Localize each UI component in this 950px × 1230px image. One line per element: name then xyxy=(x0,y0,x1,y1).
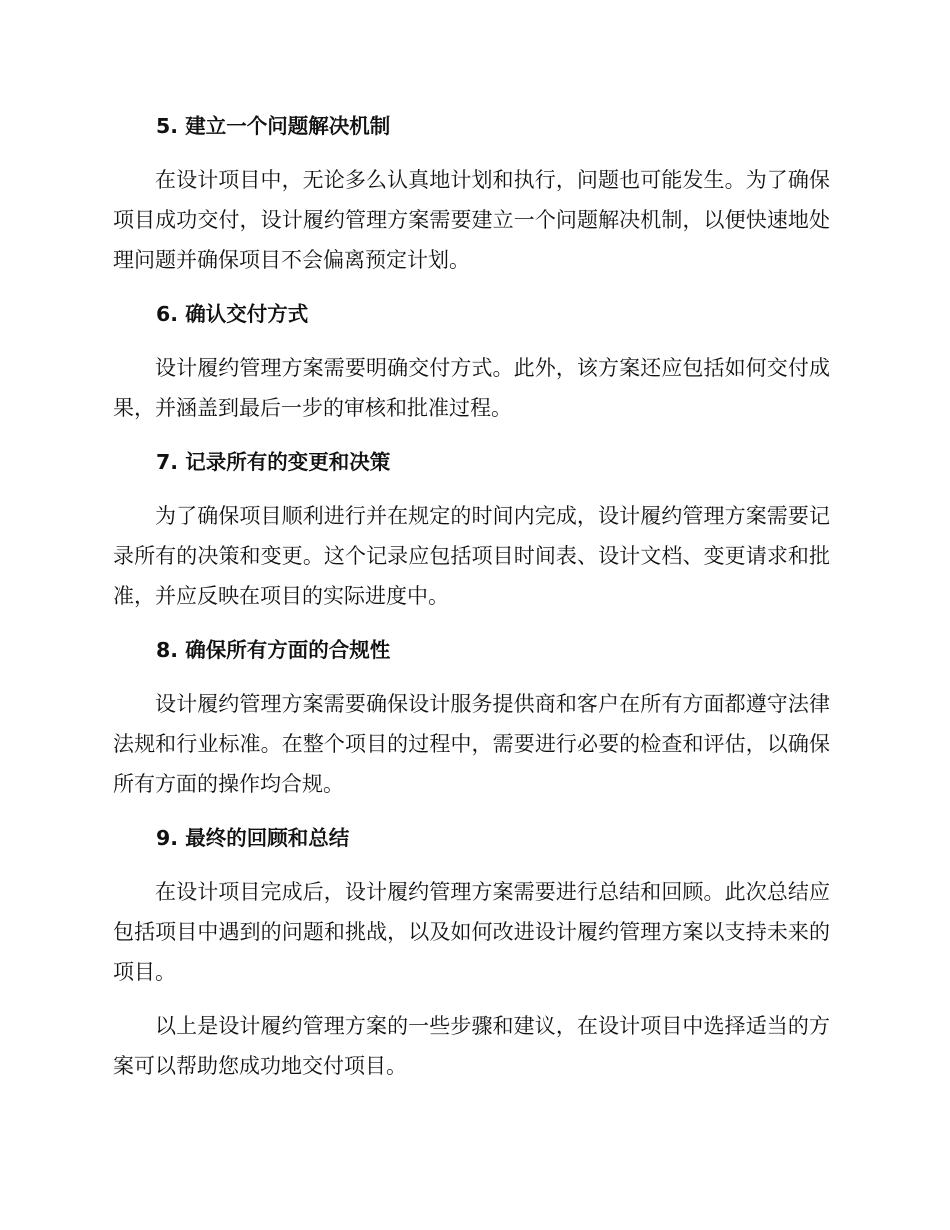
document-body xyxy=(113,106,830,1086)
section-paragraph: 在设计项目中，无论多么认真地计划和执行，问题也可能发生。为了确保项目成功交付，设计履约管理方案需要建立一个问题解决机制，以便快速地处理问题并确保项目不会偏离预定计划。 xyxy=(113,168,830,272)
section-7 xyxy=(113,442,830,616)
section-heading: 6. 确认交付方式 xyxy=(156,302,309,326)
section-heading: 5. 建立一个问题解决机制 xyxy=(156,114,391,138)
section-paragraph: 设计履约管理方案需要明确交付方式。此外，该方案还应包括如何交付成果，并涵盖到最后一步的审核和批准过程。 xyxy=(113,356,830,420)
section-paragraph: 设计履约管理方案需要确保设计服务提供商和客户在所有方面都遵守法律法规和行业标准。在整个项目的过程中，需要进行必要的检查和评估，以确保所有方面的操作均合规。 xyxy=(113,692,830,796)
section-9 xyxy=(113,818,830,992)
section-5 xyxy=(113,106,830,280)
section-heading: 8. 确保所有方面的合规性 xyxy=(156,638,391,662)
section-heading: 7. 记录所有的变更和决策 xyxy=(156,450,391,474)
section-spacer xyxy=(113,428,830,442)
conclusion-paragraph: 以上是设计履约管理方案的一些步骤和建议，在设计项目中选择适当的方案可以帮助您成功地交付项目。 xyxy=(113,1014,830,1078)
section-spacer xyxy=(113,280,830,294)
section-spacer xyxy=(113,804,830,818)
section-paragraph: 在设计项目完成后，设计履约管理方案需要进行总结和回顾。此次总结应包括项目中遇到的问题和挑战，以及如何改进设计履约管理方案以支持未来的项目。 xyxy=(113,880,830,984)
section-spacer xyxy=(113,616,830,630)
section-6 xyxy=(113,294,830,428)
section-heading: 9. 最终的回顾和总结 xyxy=(156,826,350,850)
section-8 xyxy=(113,630,830,804)
section-paragraph: 为了确保项目顺利进行并在规定的时间内完成，设计履约管理方案需要记录所有的决策和变更。这个记录应包括项目时间表、设计文档、变更请求和批准，并应反映在项目的实际进度中。 xyxy=(113,504,830,608)
